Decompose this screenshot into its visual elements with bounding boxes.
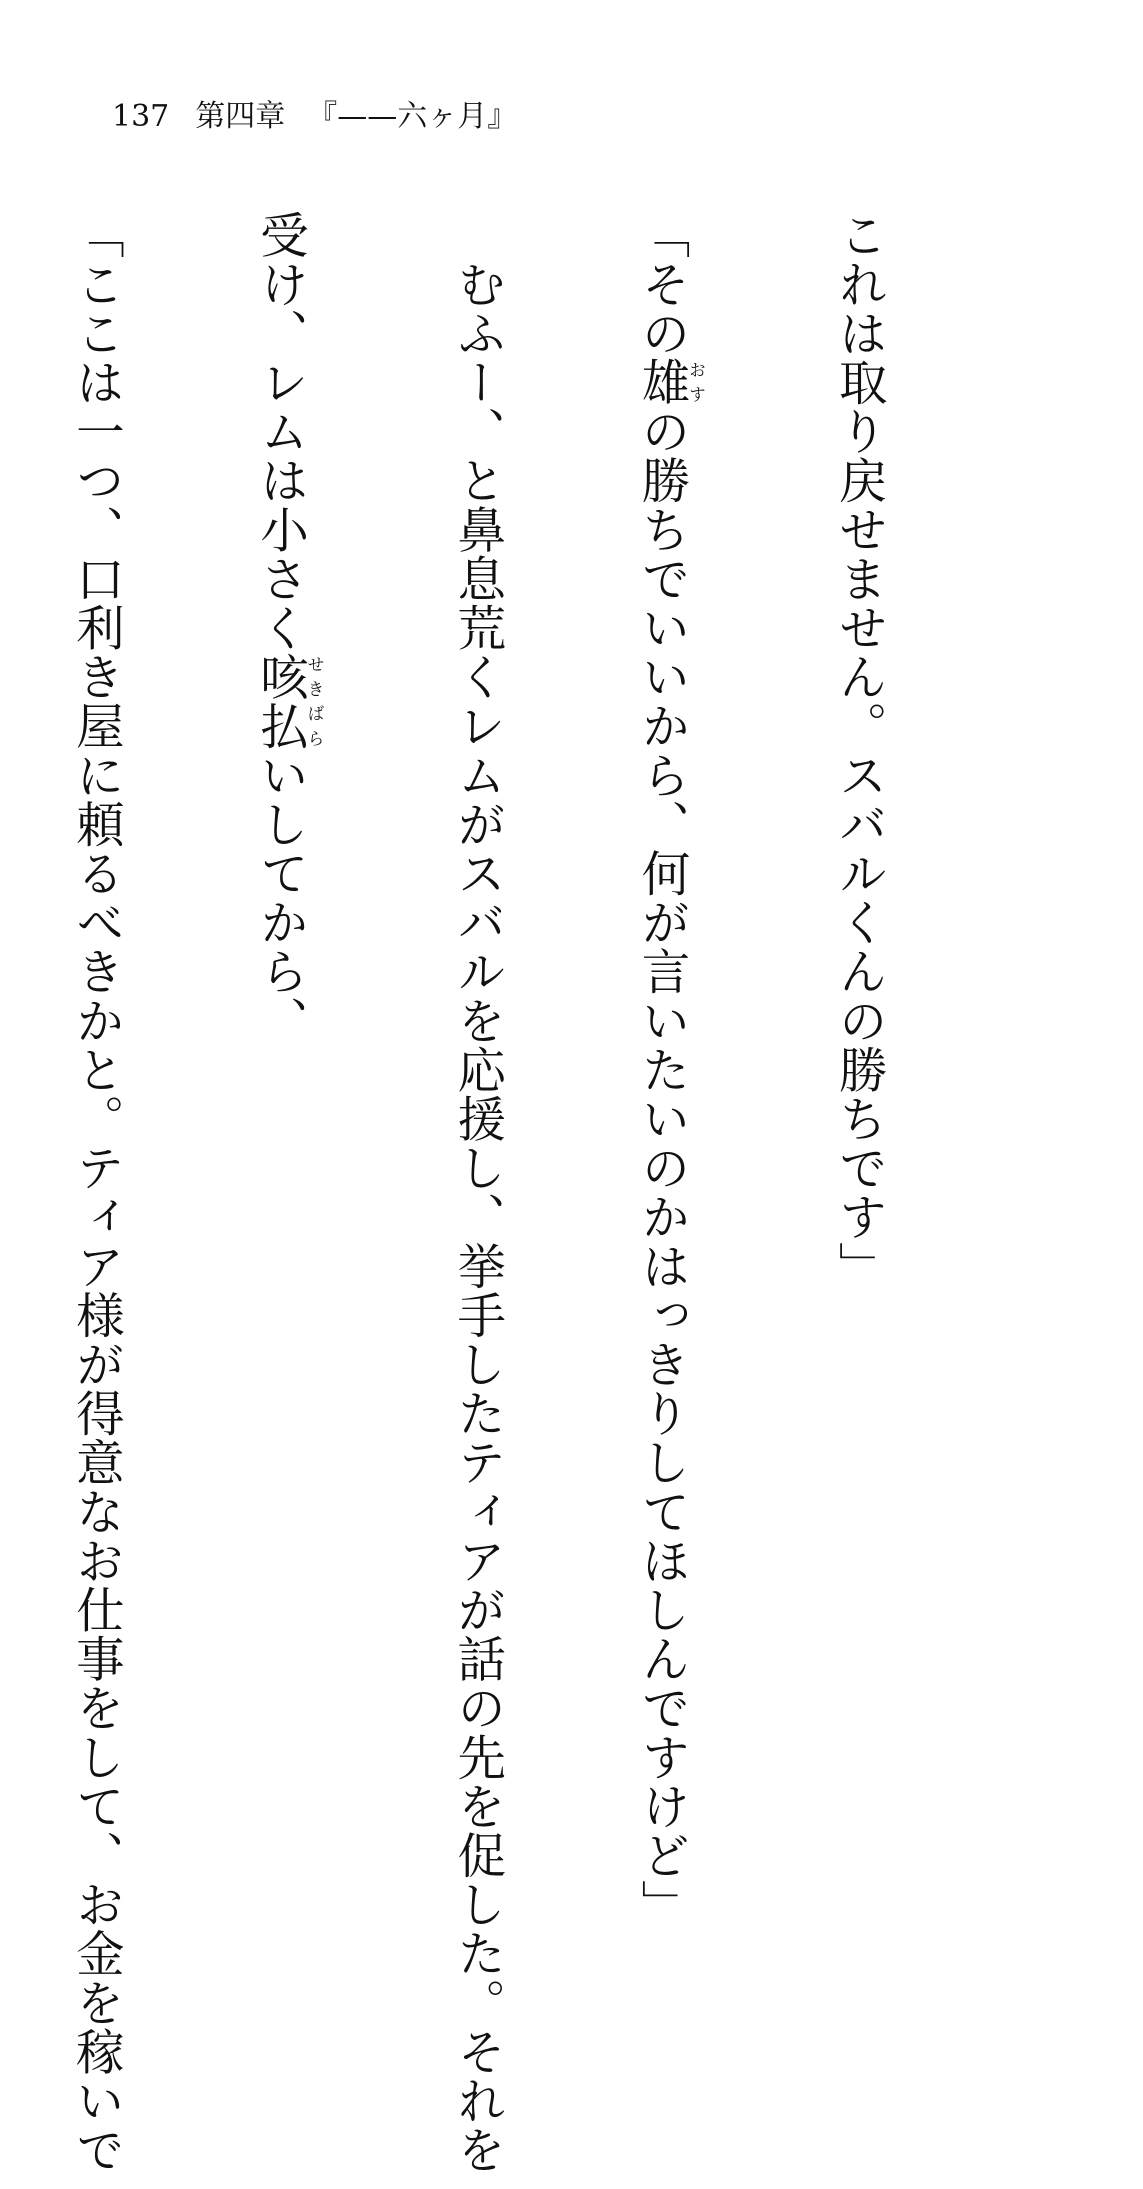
ruby-reading: せきばら — [303, 651, 324, 751]
chapter-label: 第四章 — [195, 99, 286, 134]
ruby-base: 咳払 — [251, 651, 308, 751]
chapter-title: 『——六ヶ月』 — [307, 99, 518, 134]
text-line: これは取り戻せません。スバルくんの勝ちです」 — [830, 210, 887, 1291]
page-number: 137 — [112, 99, 170, 134]
running-header — [112, 99, 518, 134]
text-line: むふー、と鼻息荒くレムがスバルを応援し、挙手したティアが話の先を促した。それを — [448, 210, 505, 2174]
ruby-sekibarai — [251, 651, 324, 751]
ruby-osu — [632, 357, 705, 407]
text-line: 「ここは一つ、口利き屋に頼るべきかと。ティア様が得意なお仕事をして、お金を稼いで — [67, 210, 124, 2174]
text-line: 受け、レムは小さく咳払せきばらいしてから、 — [251, 210, 324, 1045]
vertical-text-body — [0, 210, 1011, 2174]
ruby-reading: おす — [684, 357, 705, 407]
text-line: 「その雄おすの勝ちでいいから、何が言いたいのかはっきりしてほしんですけど」 — [632, 210, 705, 1929]
ruby-base: 雄 — [632, 357, 689, 407]
